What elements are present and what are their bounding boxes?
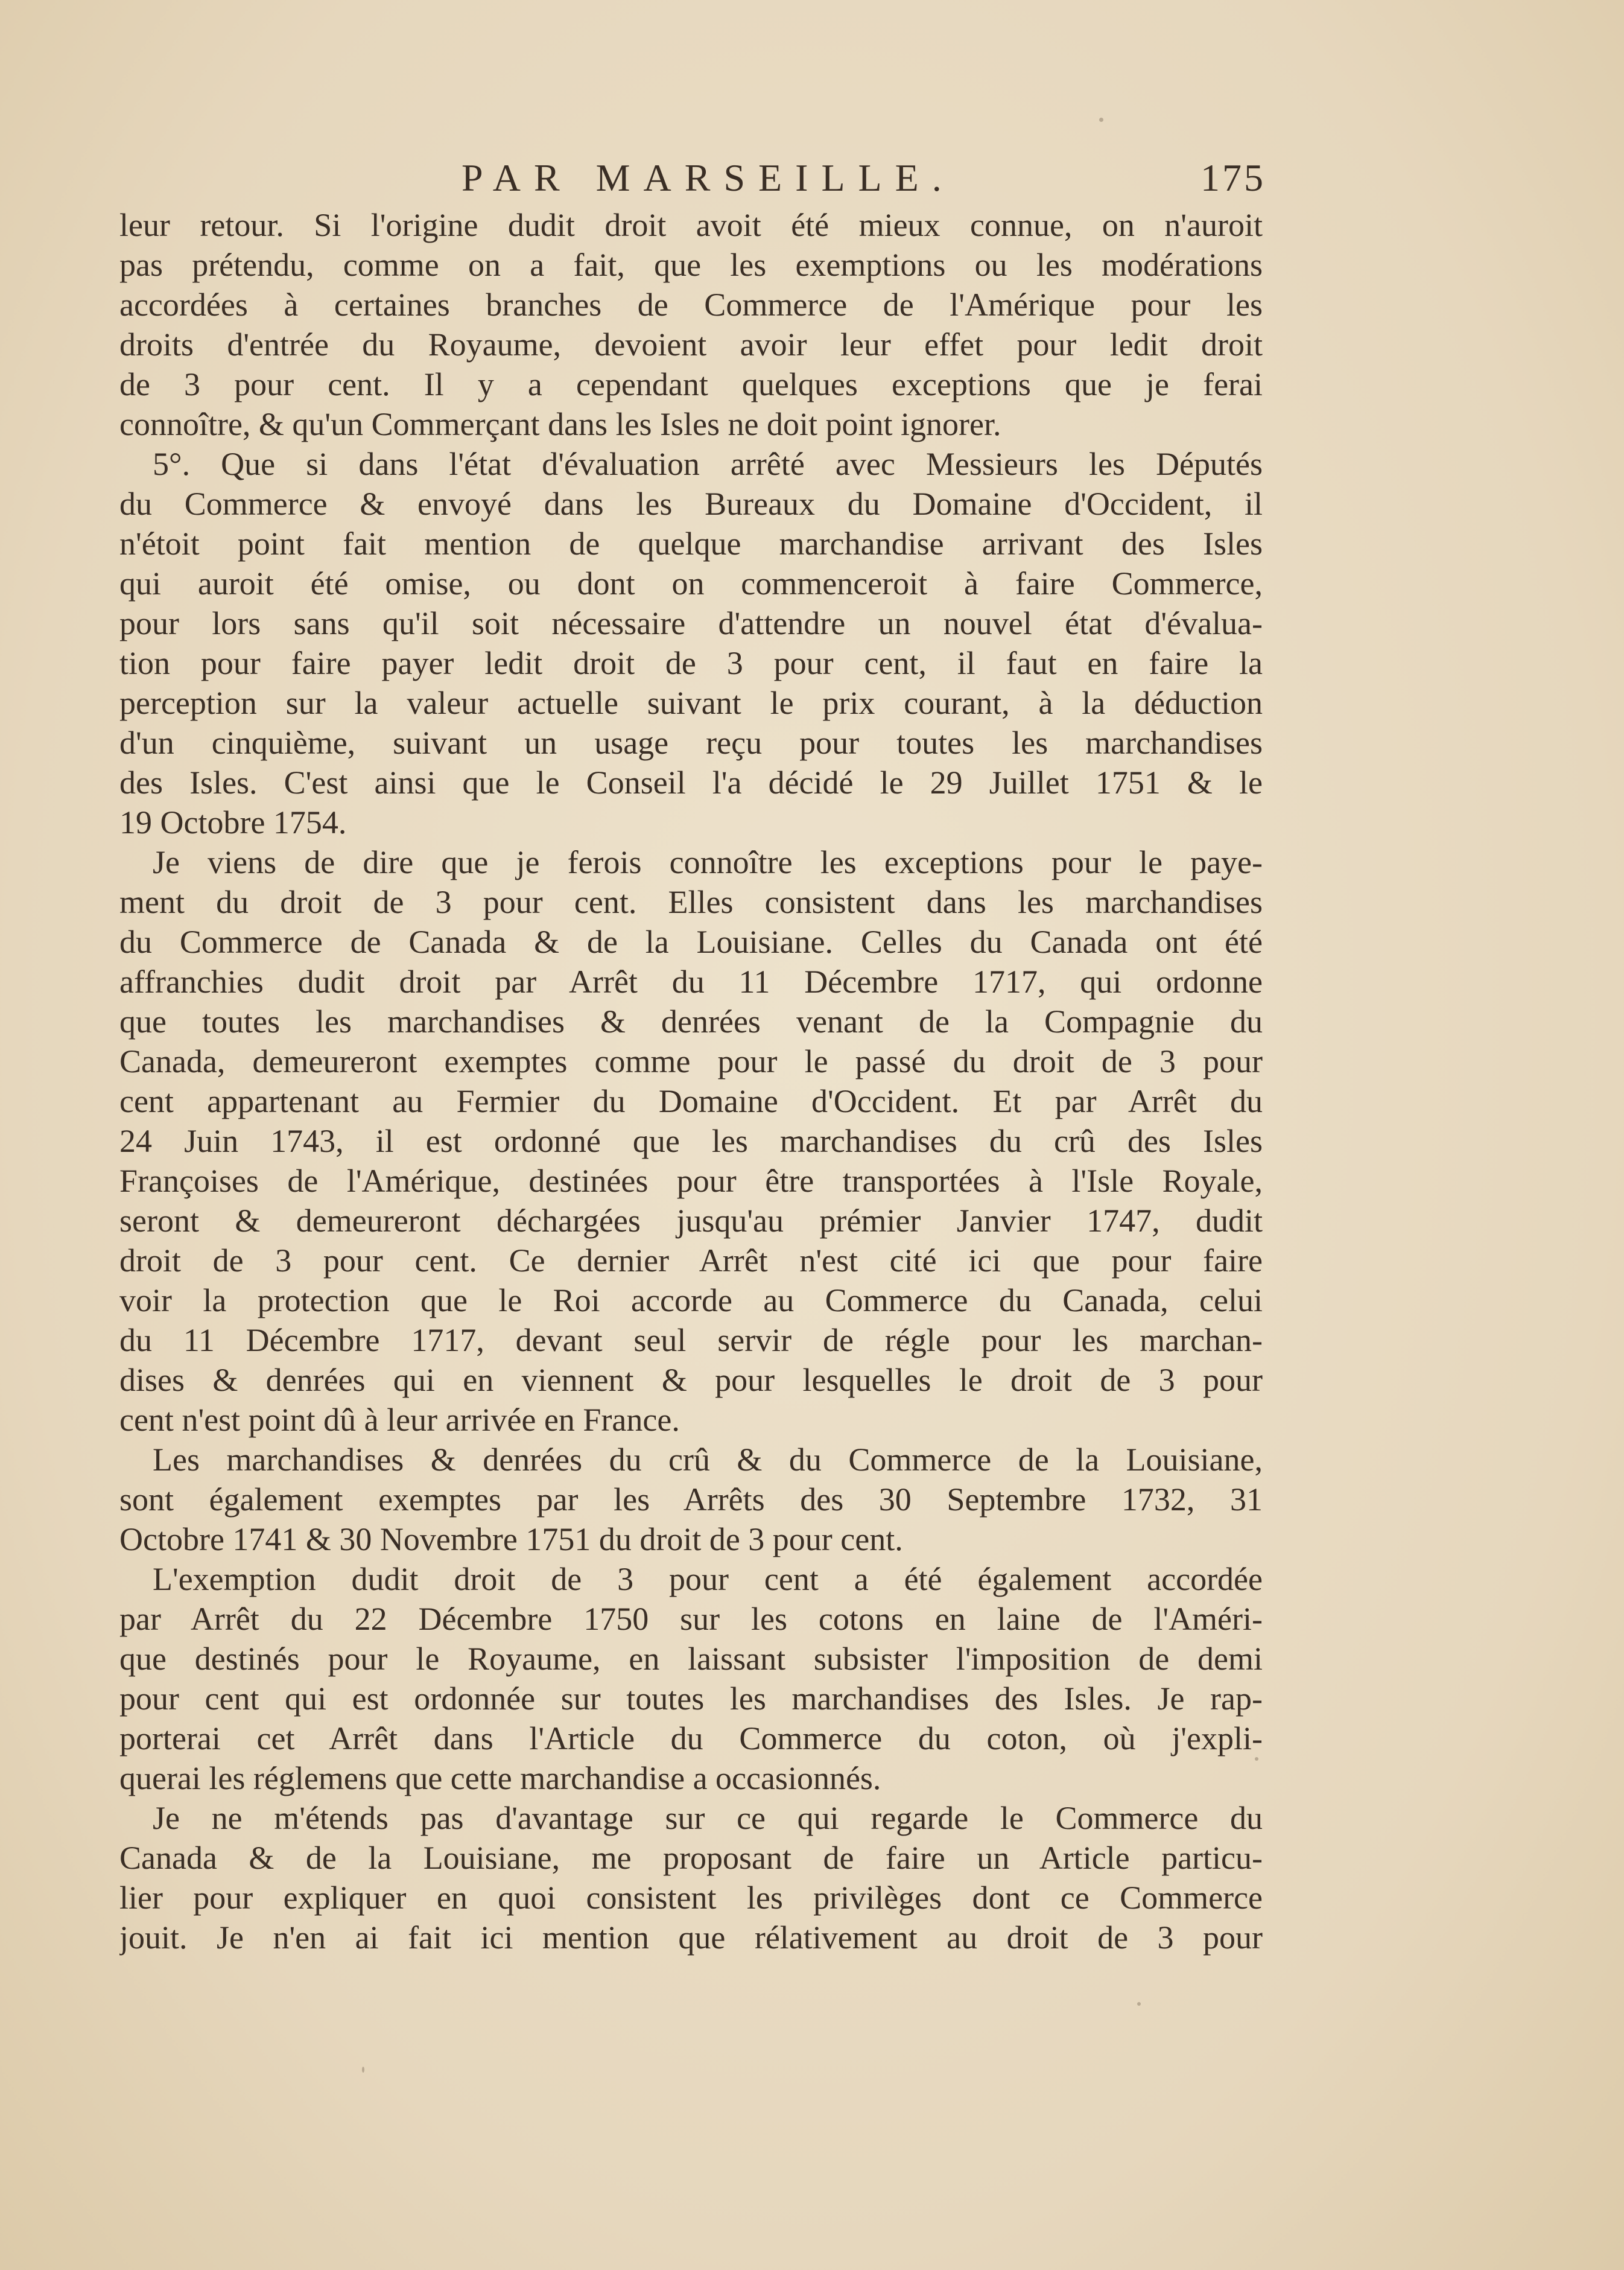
text-line: tion pour faire payer ledit droit de 3 pour cent, il faut en faire la bbox=[119, 645, 1263, 681]
text-line: des Isles. C'est ainsi que le Conseil l'a décidé le 29 Juillet 1751 & le bbox=[119, 765, 1263, 801]
running-title: PAR MARSEILLE. bbox=[462, 156, 955, 199]
text-line: pas prétendu, comme on a fait, que les exemptions ou les modérations bbox=[119, 247, 1263, 283]
text-line: du Commerce & envoyé dans les Bureaux du Domaine d'Occident, il bbox=[119, 486, 1263, 522]
text-line: pour lors sans qu'il soit nécessaire d'attendre un nouvel état d'évalua- bbox=[119, 605, 1263, 641]
text-line: leur retour. Si l'origine dudit droit avoit été mieux connue, on n'auroit bbox=[119, 207, 1263, 243]
text-line: lier pour expliquer en quoi consistent les privilèges dont ce Commerce bbox=[119, 1880, 1263, 1916]
text-line: voir la protection que le Roi accorde au Commerce du Canada, celui bbox=[119, 1282, 1263, 1318]
page-number: 175 bbox=[1201, 156, 1266, 199]
running-head bbox=[0, 154, 1624, 202]
paper-speck bbox=[362, 2067, 364, 2073]
text-line: 24 Juin 1743, il est ordonné que les marchandises du crû des Isles bbox=[119, 1123, 1263, 1159]
text-line: sont également exemptes par les Arrêts des 30 Septembre 1732, 31 bbox=[119, 1481, 1263, 1518]
text-line: accordées à certaines branches de Commerce de l'Amérique pour les bbox=[119, 287, 1263, 323]
text-line: du Commerce de Canada & de la Louisiane. Celles du Canada ont été bbox=[119, 924, 1263, 960]
text-line: cent appartenant au Fermier du Domaine d'Occident. Et par Arrêt du bbox=[119, 1083, 1263, 1119]
text-line: Canada & de la Louisiane, me proposant de faire un Article particu- bbox=[119, 1840, 1263, 1876]
text-line: de 3 pour cent. Il y a cependant quelques exceptions que je ferai bbox=[119, 366, 1263, 402]
text-line: que destinés pour le Royaume, en laissant subsister l'imposition de demi bbox=[119, 1641, 1263, 1677]
text-line: querai les réglemens que cette marchandise a occasionnés. bbox=[119, 1760, 881, 1796]
text-line: connoître, & qu'un Commerçant dans les Isles ne doit point ignorer. bbox=[119, 406, 1001, 442]
text-line: porterai cet Arrêt dans l'Article du Commerce du coton, où j'expli- bbox=[119, 1720, 1263, 1757]
text-line: d'un cinquième, suivant un usage reçu pour toutes les marchandises bbox=[119, 725, 1263, 761]
text-line: ment du droit de 3 pour cent. Elles consistent dans les marchandises bbox=[119, 884, 1263, 920]
text-line: cent n'est point dû à leur arrivée en France. bbox=[119, 1402, 680, 1438]
text-line: droits d'entrée du Royaume, devoient avoir leur effet pour ledit droit bbox=[119, 326, 1263, 363]
text-line: Octobre 1741 & 30 Novembre 1751 du droit de 3 pour cent. bbox=[119, 1521, 903, 1557]
text-line: Les marchandises & denrées du crû & du Commerce de la Louisiane, bbox=[153, 1442, 1263, 1478]
text-line: seront & demeureront déchargées jusqu'au prémier Janvier 1747, dudit bbox=[119, 1203, 1263, 1239]
text-line: Canada, demeureront exemptes comme pour le passé du droit de 3 pour bbox=[119, 1043, 1263, 1079]
text-line: par Arrêt du 22 Décembre 1750 sur les cotons en laine de l'Améri- bbox=[119, 1601, 1263, 1637]
text-line: 5°. Que si dans l'état d'évaluation arrêté avec Messieurs les Députés bbox=[153, 446, 1263, 482]
text-line: 19 Octobre 1754. bbox=[119, 804, 347, 841]
text-line: dises & denrées qui en viennent & pour lesquelles le droit de 3 pour bbox=[119, 1362, 1263, 1398]
text-line: qui auroit été omise, ou dont on commenceroit à faire Commerce, bbox=[119, 565, 1263, 602]
text-line: Je ne m'étends pas d'avantage sur ce qui regarde le Commerce du bbox=[153, 1800, 1263, 1836]
paper-speck bbox=[1099, 118, 1103, 122]
text-line: n'étoit point fait mention de quelque marchandise arrivant des Isles bbox=[119, 526, 1263, 562]
text-line: droit de 3 pour cent. Ce dernier Arrêt n'est cité ici que pour faire bbox=[119, 1242, 1263, 1279]
text-line: L'exemption dudit droit de 3 pour cent a été également accordée bbox=[153, 1561, 1263, 1597]
text-line: jouit. Je n'en ai fait ici mention que rélativement au droit de 3 pour bbox=[119, 1919, 1263, 1956]
text-line: Je viens de dire que je ferois connoître les exceptions pour le paye- bbox=[153, 844, 1263, 880]
paper-speck bbox=[1255, 1757, 1258, 1761]
text-line: pour cent qui est ordonnée sur toutes les marchandises des Isles. Je rap- bbox=[119, 1680, 1263, 1717]
text-line: affranchies dudit droit par Arrêt du 11 Décembre 1717, qui ordonne bbox=[119, 964, 1263, 1000]
text-line: que toutes les marchandises & denrées venant de la Compagnie du bbox=[119, 1003, 1263, 1040]
text-line: perception sur la valeur actuelle suivant le prix courant, à la déduction bbox=[119, 685, 1263, 721]
text-line: Françoises de l'Amérique, destinées pour être transportées à l'Isle Royale, bbox=[119, 1163, 1263, 1199]
text-line: du 11 Décembre 1717, devant seul servir de régle pour les marchan- bbox=[119, 1322, 1263, 1358]
body-text bbox=[119, 205, 1263, 1957]
paper-speck bbox=[1137, 2002, 1141, 2006]
